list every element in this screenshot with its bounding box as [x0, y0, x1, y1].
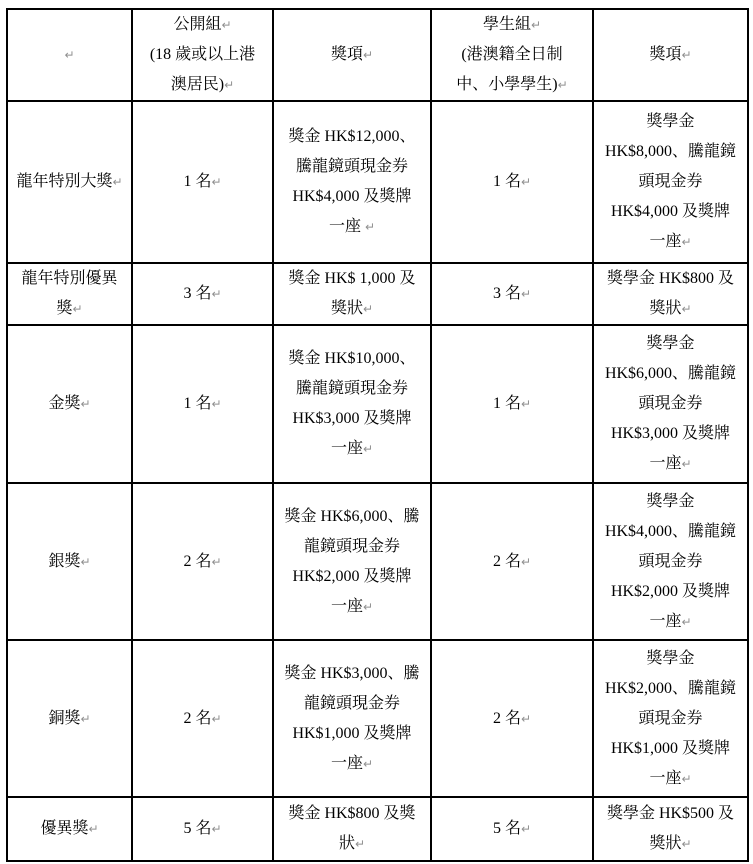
open-group-count-cell: 1 名↵: [132, 101, 273, 263]
paragraph-mark-icon: ↵: [681, 614, 692, 629]
header-cell-open-prize: 獎項↵: [273, 9, 431, 101]
student-group-count-cell: 1 名↵: [431, 101, 593, 263]
header-cell-student-group: 學生組↵ (港澳籍全日制 中、小學學生)↵: [431, 9, 593, 101]
paragraph-mark-icon: ↵: [520, 711, 532, 726]
paragraph-mark-icon: ↵: [211, 554, 222, 569]
open-group-count-cell: 1 名↵: [132, 325, 273, 483]
student-group-count-cell: 5 名↵: [431, 797, 593, 861]
paragraph-mark-icon: ↵: [362, 302, 374, 316]
paragraph-mark-icon: ↵: [681, 235, 692, 249]
paragraph-mark-icon: ↵: [221, 18, 232, 32]
student-group-prize-cell: 獎學金 HK$4,000、騰龍鏡 頭現金券 HK$2,000 及獎牌 一座↵: [593, 483, 748, 640]
student-group-prize-cell: 獎學金 HK$500 及 獎狀↵: [593, 797, 748, 861]
paragraph-mark-icon: ↵: [520, 397, 532, 411]
award-name-cell: 銅獎↵: [7, 640, 132, 797]
open-group-count-cell: 5 名↵: [132, 797, 273, 861]
open-group-prize-cell: 獎金 HK$10,000、 騰龍鏡頭現金券 HK$3,000 及獎牌 一座↵: [273, 325, 431, 483]
open-group-count-cell: 3 名↵: [132, 263, 273, 325]
header-cell-blank: [7, 9, 132, 101]
paragraph-mark-icon: ↵: [681, 48, 692, 62]
award-name-cell: 龍年特別優異 獎↵: [7, 263, 132, 325]
student-group-count-cell: 2 名↵: [431, 640, 593, 797]
paragraph-mark-icon: ↵: [211, 822, 222, 836]
paragraph-mark-icon: ↵: [520, 175, 532, 189]
paragraph-mark-icon: ↵: [557, 78, 568, 92]
open-group-prize-cell: 獎金 HK$12,000、 騰龍鏡頭現金券 HK$4,000 及獎牌 一座 ↵: [273, 101, 431, 263]
paragraph-mark-icon: ↵: [80, 397, 91, 411]
paragraph-mark-icon: ↵: [520, 554, 532, 569]
open-group-prize-cell: 獎金 HK$800 及獎 狀↵: [273, 797, 431, 861]
table-row: [7, 325, 748, 483]
award-name-cell: 金獎↵: [7, 325, 132, 483]
student-group-count-cell: 2 名↵: [431, 483, 593, 640]
paragraph-mark-icon: ↵: [362, 48, 374, 62]
student-group-count-cell: 3 名↵: [431, 263, 593, 325]
paragraph-mark-icon: ↵: [211, 175, 222, 189]
award-name-cell: 銀獎↵: [7, 483, 132, 640]
table-row: [7, 483, 748, 640]
paragraph-mark-icon: ↵: [681, 771, 692, 786]
paragraph-mark-icon: ↵: [681, 302, 692, 316]
student-group-count-cell: 1 名↵: [431, 325, 593, 483]
paragraph-mark-icon: ↵: [520, 822, 532, 836]
award-name-cell: 優異獎↵: [7, 797, 132, 861]
paragraph-mark-icon: ↵: [211, 287, 222, 301]
award-name-cell: 龍年特別大獎↵: [7, 101, 132, 263]
paragraph-mark-icon: ↵: [681, 837, 692, 851]
paragraph-mark-icon: ↵: [364, 220, 376, 234]
open-group-prize-cell: 獎金 HK$6,000、騰 龍鏡頭現金券 HK$2,000 及獎牌 一座↵: [273, 483, 431, 640]
paragraph-mark-icon: ↵: [211, 397, 222, 411]
paragraph-mark-icon: ↵: [112, 175, 123, 189]
paragraph-mark-icon: ↵: [80, 711, 91, 726]
table-row: [7, 797, 748, 861]
paragraph-mark-icon: ↵: [520, 287, 532, 301]
paragraph-mark-icon: ↵: [362, 599, 374, 614]
paragraph-mark-icon: ↵: [354, 837, 366, 851]
table-row: [7, 101, 748, 263]
paragraph-mark-icon: ↵: [224, 78, 235, 92]
header-cell-open-group: 公開組↵ (18 歲或以上港 澳居民)↵: [132, 9, 273, 101]
paragraph-mark-icon: ↵: [362, 756, 374, 771]
open-group-count-cell: 2 名↵: [132, 640, 273, 797]
student-group-prize-cell: 獎學金 HK$800 及 獎狀↵: [593, 263, 748, 325]
paragraph-mark-icon: ↵: [72, 302, 83, 316]
table-header-row: [7, 9, 748, 101]
table-row: [7, 263, 748, 325]
paragraph-mark-icon: ↵: [211, 711, 222, 726]
paragraph-mark-icon: ↵: [362, 442, 374, 456]
open-group-prize-cell: 獎金 HK$3,000、騰 龍鏡頭現金券 HK$1,000 及獎牌 一座↵: [273, 640, 431, 797]
paragraph-mark-icon: ↵: [80, 554, 91, 569]
paragraph-mark-icon: ↵: [530, 18, 542, 32]
student-group-prize-cell: 獎學金 HK$8,000、騰龍鏡 頭現金券 HK$4,000 及獎牌 一座↵: [593, 101, 748, 263]
paragraph-mark-icon: ↵: [681, 457, 692, 471]
paragraph-mark-icon: ↵: [64, 48, 75, 62]
open-group-count-cell: 2 名↵: [132, 483, 273, 640]
student-group-prize-cell: 獎學金 HK$2,000、騰龍鏡 頭現金券 HK$1,000 及獎牌 一座↵: [593, 640, 748, 797]
table-row: [7, 640, 748, 797]
open-group-prize-cell: 獎金 HK$ 1,000 及 獎狀↵: [273, 263, 431, 325]
student-group-prize-cell: 獎學金 HK$6,000、騰龍鏡 頭現金券 HK$3,000 及獎牌 一座↵: [593, 325, 748, 483]
prize-table: [6, 8, 749, 862]
header-cell-student-prize: 獎項↵: [593, 9, 748, 101]
paragraph-mark-icon: ↵: [88, 822, 99, 836]
